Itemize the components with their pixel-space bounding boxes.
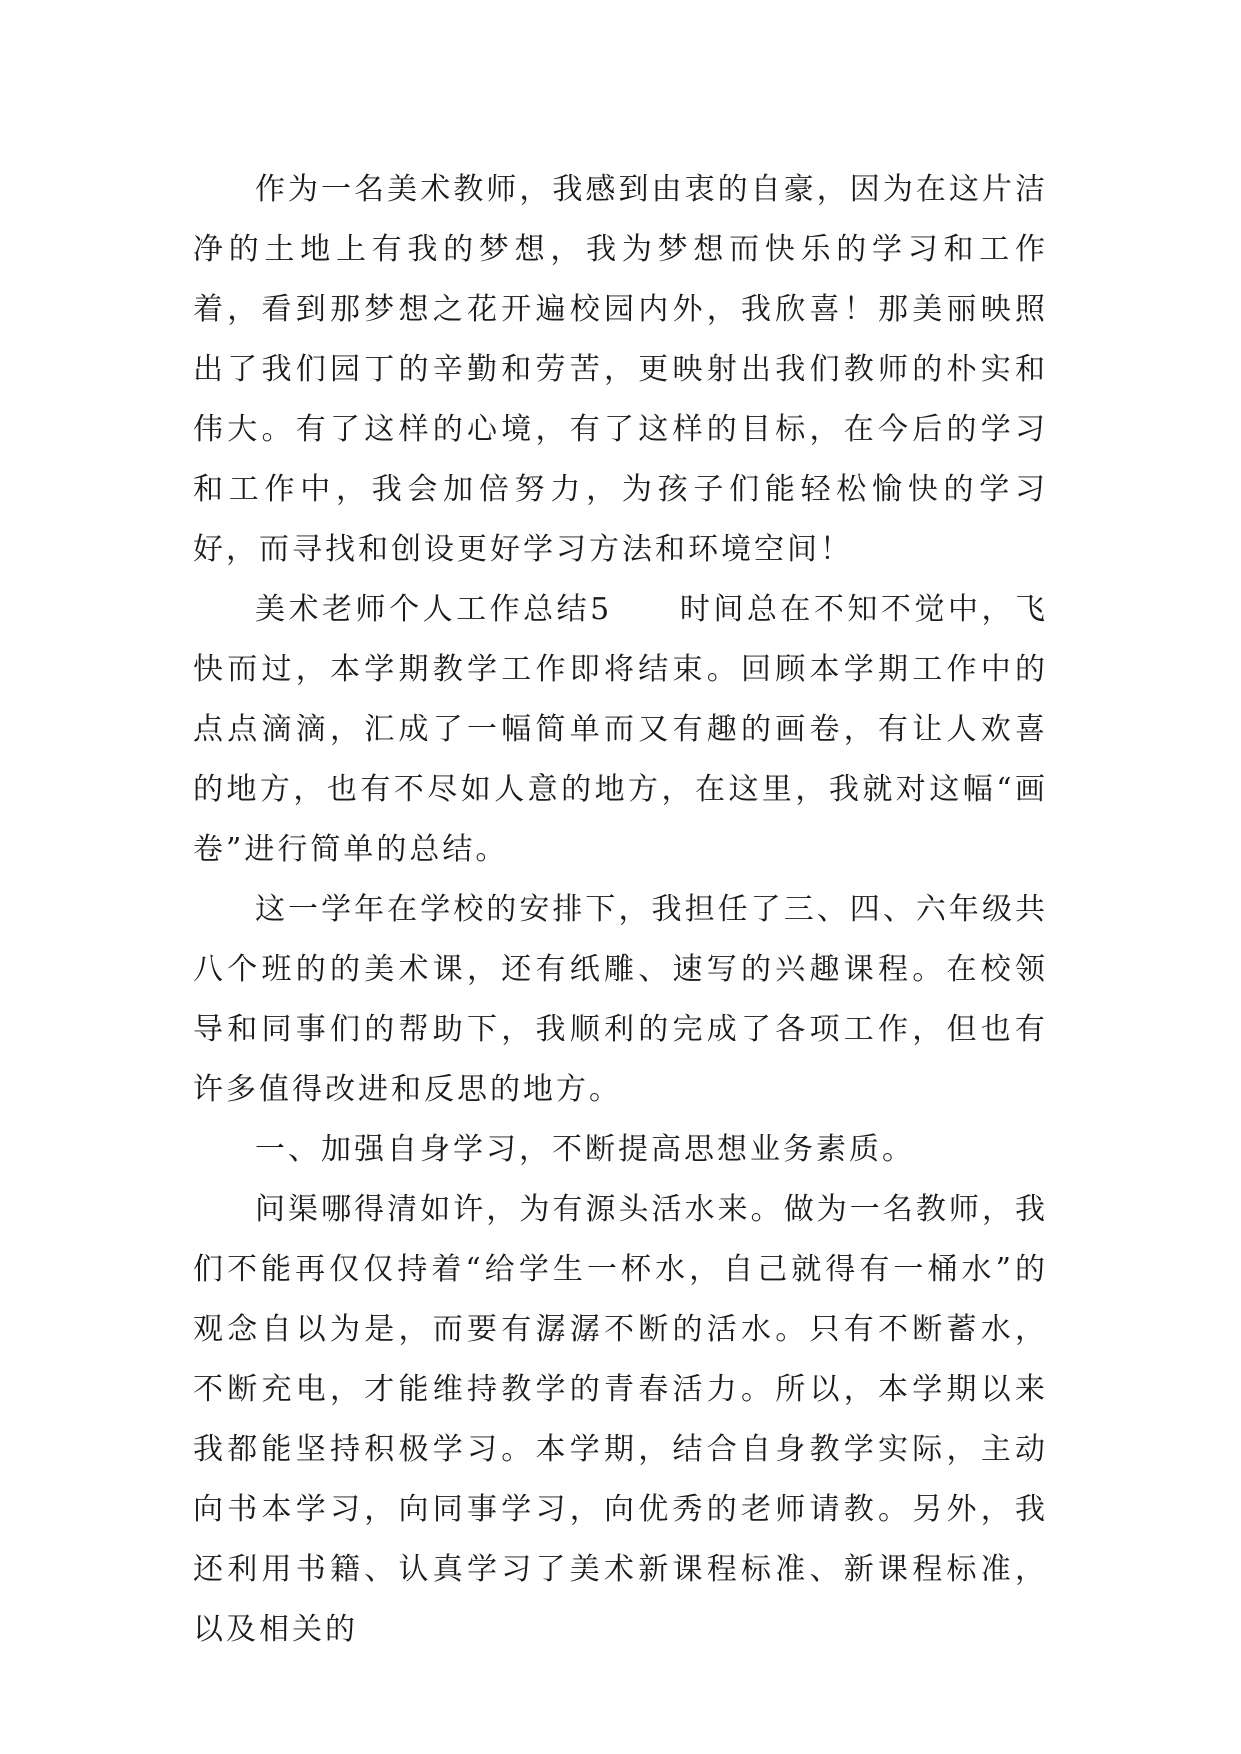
paragraph-continuous-learning: 问渠哪得清如许，为有源头活水来。做为一名教师，我们不能再仅仅持着“给学生一杯水，自己就得有一桶水”的观念自以为是，而要有潺潺不断的活水。只有不断蓄水，不断充电，才能维持教学的青春活力。所以，本学期以来我都能坚持积极学习。本学期，结合自身教学实际，主动向书本学习，向同事学习，向优秀的老师请教。另外，我还利用书籍、认真学习了美术新课程标准、新课程标准，以及相关的 [193,1192,1048,1647]
document-body [193,160,1048,1660]
paragraph-summary-5-intro: 美术老师个人工作总结5 时间总在不知不觉中，飞快而过，本学期教学工作即将结束。回顾本学期工作中的点点滴滴，汇成了一幅简单而又有趣的画卷，有让人欢喜的地方，也有不尽如人意的地方，在这里，我就对这幅“画卷”进行简单的总结。 [193,592,1048,867]
paragraph-school-year-duties: 这一学年在学校的安排下，我担任了三、四、六年级共八个班的的美术课，还有纸雕、速写的兴趣课程。在校领导和同事们的帮助下，我顺利的完成了各项工作，但也有许多值得改进和反思的地方。 [193,892,1048,1107]
section-heading-self-study: 一、加强自身学习，不断提高思想业务素质。 [255,1132,915,1167]
paragraph-art-teacher-pride: 作为一名美术教师，我感到由衷的自豪，因为在这片洁净的土地上有我的梦想，我为梦想而快乐的学习和工作着，看到那梦想之花开遍校园内外，我欣喜！那美丽映照出了我们园丁的辛勤和劳苦，更映射出我们教师的朴实和伟大。有了这样的心境，有了这样的目标，在今后的学习和工作中，我会加倍努力，为孩子们能轻松愉快的学习好，而寻找和创设更好学习方法和环境空间！ [193,172,1048,567]
